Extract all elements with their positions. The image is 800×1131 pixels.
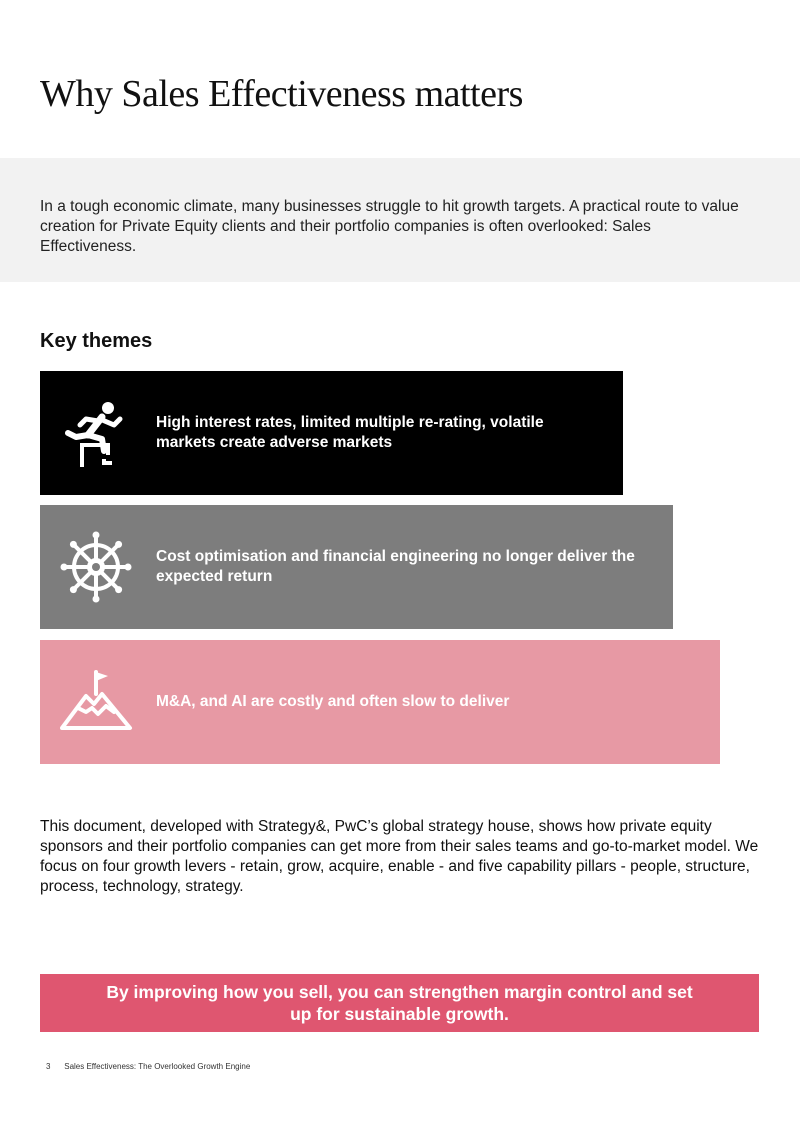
- mountain-flag-icon: [58, 664, 134, 740]
- theme-card-interest-rates: [40, 371, 623, 495]
- hurdle-runner-icon: [58, 395, 134, 471]
- key-themes-heading: Key themes: [40, 330, 153, 352]
- theme-text: High interest rates, limited multiple re-rating, volatile markets create adverse markets: [156, 414, 544, 451]
- callout-banner: [40, 974, 759, 1032]
- theme-card-ma-ai: [40, 640, 720, 764]
- ship-wheel-icon: [58, 529, 134, 605]
- page-footer: [46, 1062, 250, 1071]
- intro-paragraph: In a tough economic climate, many businesses struggle to hit growth targets. A practical route to value creation for Private Equity clients and their portfolio companies is often overlooked: Sales Effectiveness.: [40, 198, 739, 255]
- theme-card-cost-optimisation: [40, 505, 673, 629]
- body-paragraph: This document, developed with Strategy&, PwC’s global strategy house, shows how private equity sponsors and their portfolio companies can get more from their sales teams and go-to-market model. We focus on four growth levers - retain, grow, acquire, enable - and five capability pillars - people, structure, process, technology, strategy.: [40, 818, 759, 895]
- theme-text: Cost optimisation and financial engineering no longer deliver the expected return: [156, 548, 635, 585]
- page-number: 3: [46, 1062, 51, 1071]
- callout-text: By improving how you sell, you can strengthen margin control and set up for sustainable growth.: [106, 982, 693, 1024]
- page-title: Why Sales Effectiveness matters: [40, 73, 523, 115]
- footer-text: Sales Effectiveness: The Overlooked Growth Engine: [64, 1062, 251, 1071]
- theme-text: M&A, and AI are costly and often slow to deliver: [156, 693, 510, 710]
